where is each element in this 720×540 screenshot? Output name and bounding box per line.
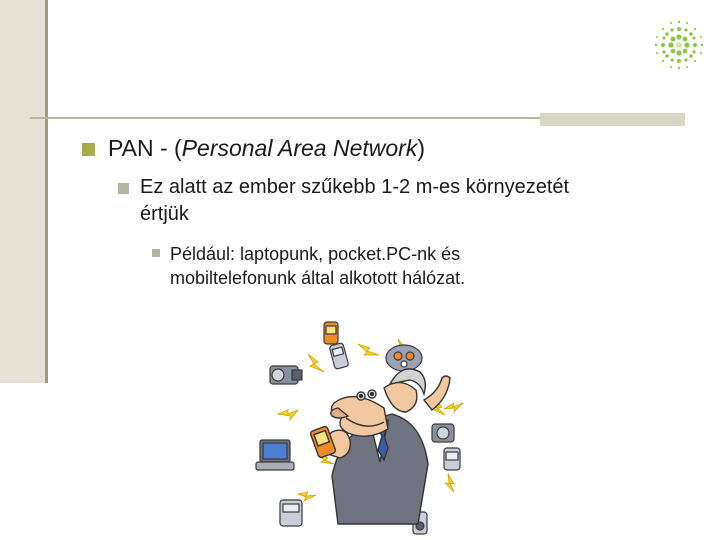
man-juggling-devices-icon — [238, 304, 482, 540]
pan-closing: ) — [417, 135, 425, 161]
left-sidebar-bar — [0, 0, 47, 383]
bullet-level3-text: Például: laptopunk, pocket.PC-nk és mobiltelefonunk által alkotott hálózat. — [170, 244, 466, 288]
bullet-level1-text — [108, 133, 425, 163]
pan-expansion: Personal Area Network — [181, 135, 418, 161]
title-rule — [30, 117, 540, 119]
square-bullet-icon — [82, 143, 95, 156]
left-sidebar-edge — [45, 0, 48, 383]
bullet-level2-text: Ez alatt az ember szűkebb 1-2 m-es környezetét értjük — [140, 176, 570, 225]
green-dot-logo-icon — [651, 17, 707, 73]
title-rule-band — [540, 113, 685, 126]
bullet-level1 — [82, 133, 425, 163]
pan-label: PAN - ( — [108, 135, 182, 161]
square-bullet-icon — [152, 249, 160, 257]
bullet-level2 — [118, 174, 580, 228]
bullet-level3 — [152, 242, 570, 290]
square-bullet-icon — [118, 183, 129, 194]
